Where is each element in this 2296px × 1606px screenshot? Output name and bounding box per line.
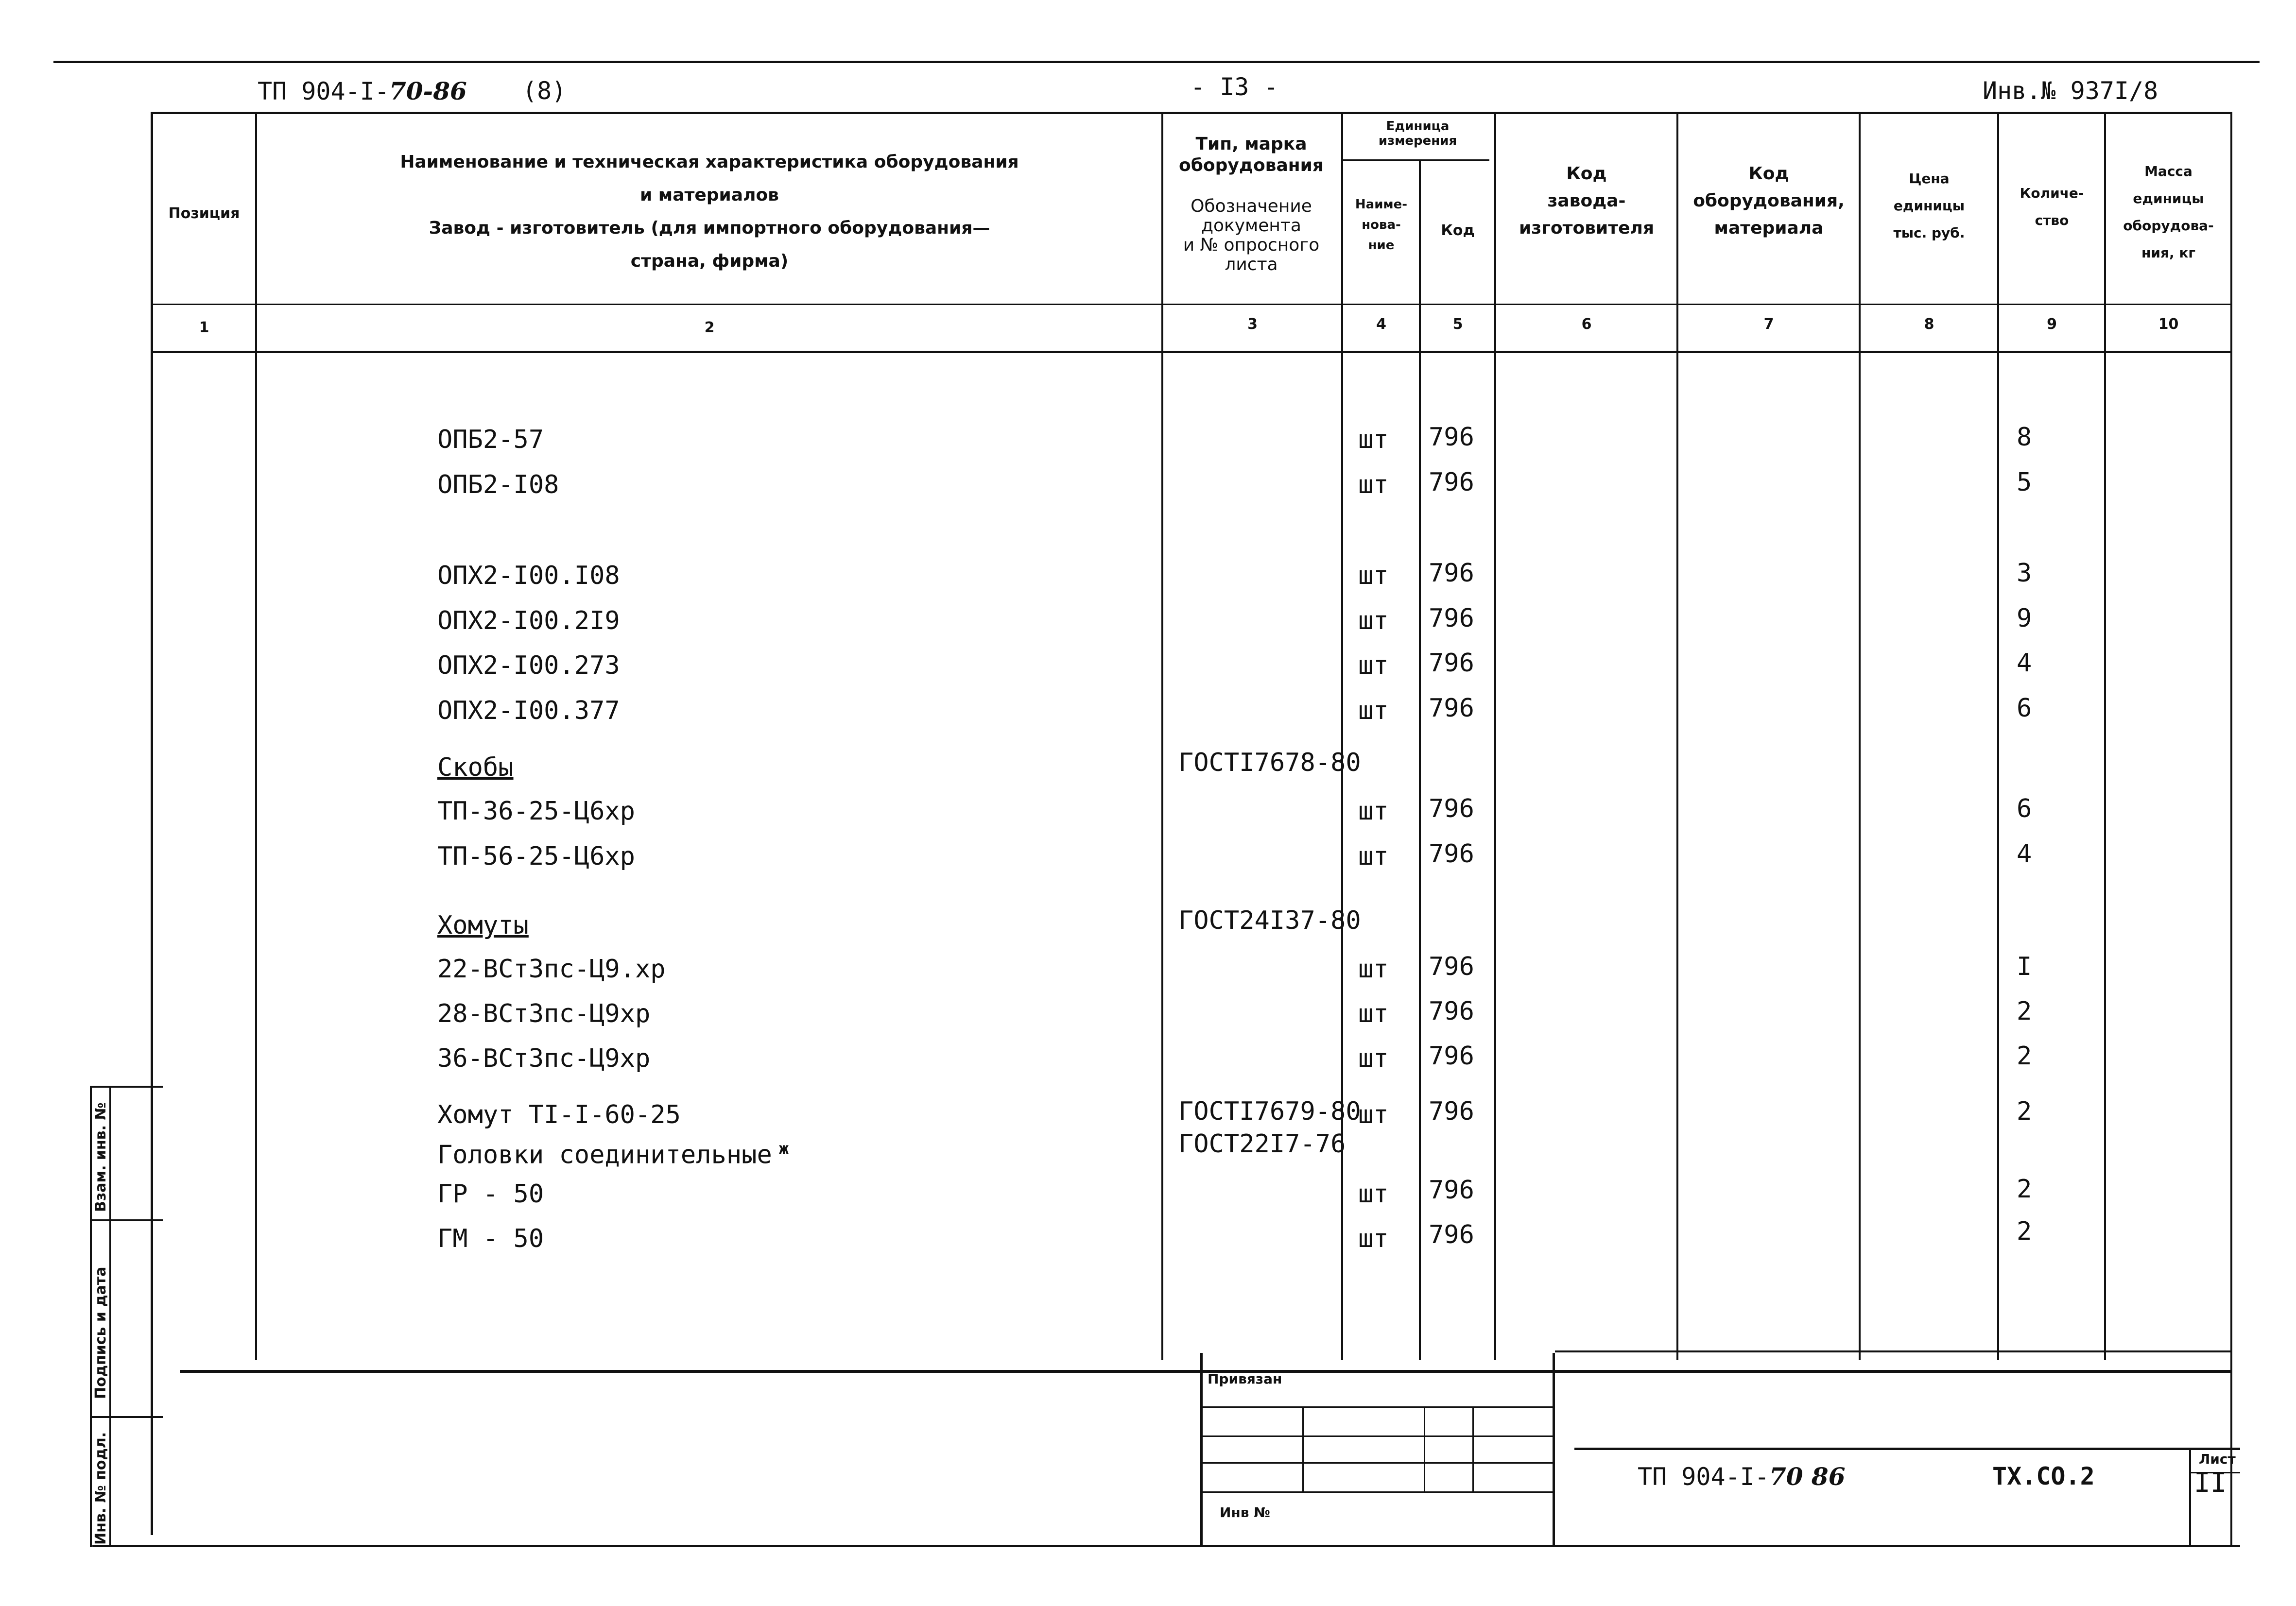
row-name: ОПБ2-57 [437,425,544,454]
row-qty: 3 [2017,559,2032,588]
col-number-10: 10 [2158,316,2179,333]
row-qty: 9 [2017,604,2032,633]
row-qty: 4 [2017,649,2032,678]
equipment-code-line1: Код [1748,164,1789,184]
col-line-7 [1859,112,1861,1360]
col-header-name-line1: Наименование и техническая характеристика оборудования [400,152,1019,172]
table-right-line [2230,112,2232,1545]
row-qty: 6 [2017,694,2032,723]
header-line-1 [151,304,2230,305]
row-name: Хомуты [437,911,529,940]
col-header-document-line3: и № опросного [1183,235,1320,255]
mass-line1: Масса [2144,163,2192,179]
doc-code-top [258,77,467,105]
row-qty: 5 [2017,468,2032,497]
unit-group-line [1341,159,1489,161]
row-qty: 2 [2017,1097,2032,1126]
quantity-line1: Количе- [2020,185,2084,201]
row-code: 796 [1429,1097,1474,1126]
title-block-top-line [1574,1448,2240,1450]
equipment-code-line2: оборудования, [1693,191,1845,211]
row-unit: шт [1358,797,1389,826]
row-code: 796 [1429,468,1474,497]
bind-vline-1 [1302,1406,1304,1491]
row-code: 796 [1429,559,1474,588]
col-number-9: 9 [2047,316,2057,333]
col-number-7: 7 [1763,316,1774,333]
row-code: 796 [1429,423,1474,452]
row-name-text: Головки соединительные [437,1140,772,1170]
row-unit: шт [1358,470,1389,499]
col-header-document-line2: документа [1201,216,1301,236]
row-unit: шт [1358,1044,1389,1073]
row-unit: шт [1358,999,1389,1028]
col-number-4: 4 [1376,316,1386,333]
row-unit: шт [1358,1100,1389,1129]
col-header-type-line2: оборудования [1179,155,1324,175]
col-header-name-line4: страна, фирма) [630,251,789,271]
row-name: ОПБ2-I08 [437,470,559,499]
col-line-2 [1161,112,1163,1360]
unit-group-line1: Единица [1386,119,1450,134]
stamp-left-line [90,1086,92,1547]
sheet-value: II [2194,1467,2227,1499]
price-line3: тыс. руб. [1893,225,1965,241]
row-code: 796 [1429,997,1474,1026]
unit-name-line2: нова- [1362,218,1401,232]
unit-group-line2: измерения [1378,134,1457,148]
row-name: ОПХ2-I00.273 [437,651,620,680]
col-line-4 [1419,160,1421,1360]
row-name: 36-ВСт3пс-Ц9хр [437,1044,651,1073]
table-bottom-line-right [1555,1350,2230,1352]
row-name: ТП-36-25-Ц6хр [437,797,635,826]
row-unit: шт [1358,842,1389,871]
row-name: ОПХ2-I00.2I9 [437,606,620,635]
title-doc-code-prefix: ТП 904-I- [1638,1463,1769,1491]
frame-top-line [53,61,2260,63]
row-doc: ГОСТI7679-80 [1178,1097,1361,1126]
row-unit: шт [1358,606,1389,635]
row-unit: шт [1358,425,1389,454]
col-line-3 [1341,112,1343,1360]
row-qty: 2 [2017,997,2032,1026]
col-header-name-line2: и материалов [640,185,779,205]
table-bottom-line [180,1370,2230,1373]
row-name: ОПХ2-I00.377 [437,696,620,725]
col-header-type [1164,134,1339,176]
equipment-code-line3: материала [1714,218,1824,238]
row-unit: шт [1358,1179,1389,1209]
col-line-9 [2104,112,2106,1360]
row-name: ОПХ2-I00.I08 [437,561,620,590]
doc-code-prefix: ТП 904-I- [258,77,389,105]
title-doc-code [1638,1462,1846,1491]
row-qty: 2 [2017,1217,2032,1246]
row-code: 796 [1429,952,1474,981]
stamp-signature-date: Подпись и дата [92,1266,109,1399]
col-header-price [1861,165,1997,247]
manufacturer-code-line3: изготовителя [1519,218,1655,238]
col-number-1: 1 [199,319,209,336]
col-header-equipment-code [1679,160,1859,242]
stamp-divider-2 [90,1416,163,1418]
frame-bottom-line [92,1545,2240,1547]
stamp-top-line [90,1086,163,1088]
bind-vline-2 [1424,1406,1425,1491]
row-name [437,1134,789,1169]
manufacturer-code-line1: Код [1566,164,1607,184]
mass-line4: ния, кг [2141,245,2195,261]
row-unit: шт [1358,955,1389,984]
mass-line3: оборудова- [2123,218,2214,234]
col-number-5: 5 [1452,316,1463,333]
row-code: 796 [1429,1042,1474,1071]
mass-line2: единицы [2133,190,2204,206]
row-code: 796 [1429,694,1474,723]
inventory-number: Инв.№ 937I/8 [1983,77,2158,105]
col-header-document [1164,197,1339,274]
bind-block-left-line [1200,1353,1203,1547]
sheet-box-line [2189,1448,2191,1545]
col-line-1 [255,112,257,1360]
row-name: ГР - 50 [437,1179,544,1209]
col-number-6: 6 [1581,316,1592,333]
sheet-ref: (8) [522,77,567,105]
bind-vline-3 [1472,1406,1474,1491]
bind-label: Привязан [1208,1371,1282,1387]
col-header-unit-group [1344,119,1492,148]
header-line-2 [151,351,2230,353]
col-header-position: Позиция [168,205,240,222]
row-qty: 2 [2017,1175,2032,1204]
row-name: ТП-56-25-Ц6хр [437,842,635,871]
col-number-8: 8 [1924,316,1934,333]
row-unit: шт [1358,696,1389,725]
row-code: 796 [1429,1176,1474,1205]
row-code: 796 [1429,794,1474,823]
bind-line-4 [1200,1491,1553,1493]
price-line2: единицы [1893,198,1965,214]
row-qty: 4 [2017,839,2032,869]
row-code: 796 [1429,604,1474,633]
row-name: ГМ - 50 [437,1224,544,1253]
manufacturer-code-line2: завода- [1547,191,1626,211]
unit-name-line3: ние [1368,238,1395,253]
col-number-3: 3 [1247,316,1258,333]
unit-name-line1: Наиме- [1355,197,1408,212]
col-header-manufacturer-code [1497,160,1676,242]
row-code: 796 [1429,839,1474,869]
doc-code-handwritten: 70-86 [389,77,467,105]
stamp-original-inv: Инв. № подл. [92,1432,109,1545]
row-doc: ГОСТI7678-80 [1178,748,1361,777]
col-header-name [262,146,1157,278]
col-line-6 [1676,112,1678,1360]
table-top-line [151,112,2230,114]
row-qty: I [2017,952,2032,981]
row-unit: шт [1358,651,1389,680]
title-section: ТХ.СО.2 [1992,1462,2095,1490]
bind-line-3 [1200,1462,1553,1464]
quantity-line2: ство [2035,212,2069,228]
footnote-mark: ж [778,1139,789,1159]
row-qty: 8 [2017,423,2032,452]
row-name: Скобы [437,753,514,782]
sheet-label: Лист [2199,1451,2236,1467]
bind-line-2 [1200,1435,1553,1437]
row-name: Хомут ТI-I-60-25 [437,1100,681,1129]
bind-line-1 [1200,1406,1553,1408]
col-header-name-line3: Завод - изготовитель (для импортного оборудования— [429,218,990,238]
col-header-type-line1: Тип, марка [1195,134,1307,154]
row-doc: ГОСТ24I37-80 [1178,906,1361,935]
price-line1: Цена [1909,171,1950,187]
row-qty: 2 [2017,1042,2032,1071]
row-name: 22-ВСт3пс-Ц9.хр [437,955,666,984]
page-number: - I3 - [1191,73,1278,101]
col-header-unit-name [1344,194,1419,256]
row-name: 28-ВСт3пс-Ц9хр [437,999,651,1028]
row-unit: шт [1358,561,1389,590]
stamp-inner-line [109,1086,111,1547]
col-number-2: 2 [704,319,715,336]
row-doc: ГОСТ22I7-76 [1178,1129,1346,1159]
col-header-quantity [2000,180,2104,234]
col-line-5 [1494,112,1496,1360]
title-doc-code-handwritten: 70 86 [1769,1462,1846,1491]
row-unit: шт [1358,1224,1389,1253]
row-qty: 6 [2017,794,2032,823]
col-header-document-line4: листа [1225,255,1278,274]
bind-block-right-line [1553,1353,1555,1547]
row-code: 796 [1429,1220,1474,1249]
col-header-mass [2106,158,2230,267]
stamp-divider-1 [90,1219,163,1221]
col-header-unit-code: Код [1441,222,1475,239]
row-code: 796 [1429,649,1474,678]
col-header-document-line1: Обозначение [1191,196,1312,216]
bind-inv-label: Инв № [1220,1504,1270,1521]
col-line-8 [1997,112,1999,1360]
stamp-replace-inv: Взам. инв. № [92,1102,109,1212]
